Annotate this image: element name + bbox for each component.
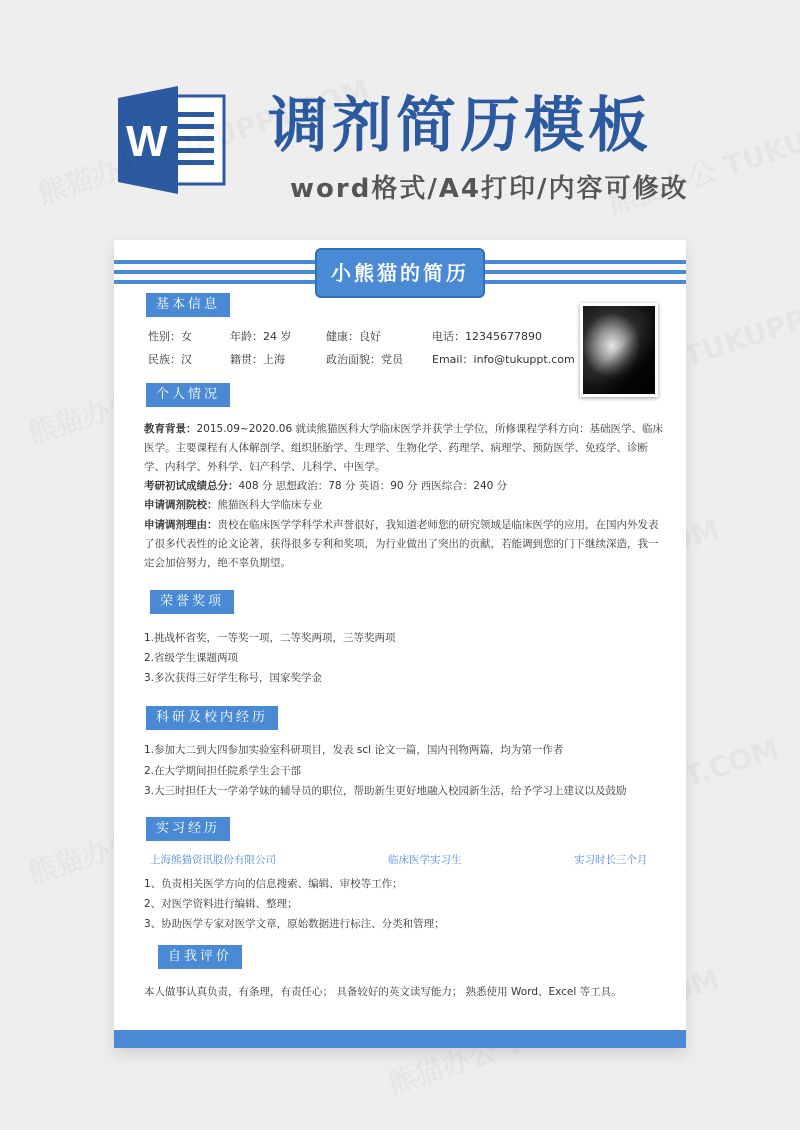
footer-bar bbox=[114, 1030, 686, 1048]
page-title: 调剂简历模板 bbox=[268, 91, 652, 161]
email-field: Email：info@tukuppt.com bbox=[432, 353, 575, 366]
section-honors: 荣誉奖项 bbox=[150, 590, 234, 614]
self-eval-text: 本人做事认真负责，有条理，有责任心； 具备较好的英文读写能力； 熟悉使用 Word、Excel 等工具。 bbox=[144, 986, 622, 998]
internship-item: 1、负责相关医学方向的信息搜索、编辑、审校等工作； bbox=[144, 878, 403, 890]
age-field: 年龄：24 岁 bbox=[230, 330, 292, 343]
internship-item: 3、协助医学专家对医学文章，原始数据进行标注、分类和管理； bbox=[144, 918, 445, 930]
research-item: 1.参加大二到大四参加实验室科研项目，发表 scl 论文一篇，国内刊物两篇，均为第一作者 bbox=[144, 744, 564, 756]
profile-photo bbox=[580, 303, 658, 397]
school-text: 熊猫医科大学临床专业 bbox=[217, 499, 323, 511]
page-subtitle: word格式/A4打印/内容可修改 bbox=[290, 174, 689, 204]
internship-duration: 实习时长三个月 bbox=[574, 854, 648, 866]
reason-text: 贵校在临床医学学科学术声誉很好，我知道老师您的研究领域是临床医学的应用，在国内外发表了很多代表性的论文论著，获得很多专利和奖项，为行业做出了突出的贡献，若能调到您的门下继续深造，我一定会加倍努力，绝不辜负期望。 bbox=[144, 519, 659, 569]
resume-title: 小熊猫的简历 bbox=[315, 248, 485, 298]
page-header bbox=[0, 0, 800, 240]
research-item: 3.大三时担任大一学弟学妹的辅导员的职位，帮助新生更好地融入校园新生活，给予学习上建议以及鼓励 bbox=[144, 785, 627, 797]
honor-item: 1.挑战杯省奖，一等奖一项，二等奖两项，三等奖两项 bbox=[144, 632, 396, 644]
honor-item: 2.省级学生课题两项 bbox=[144, 652, 239, 664]
section-research: 科研及校内经历 bbox=[146, 706, 278, 730]
education-text: 2015.09~2020.06 就读熊猫医科大学临床医学并获学士学位，所修课程学科方向：基础医学、临床医学。主要课程有人体解剖学、组织胚胎学、生理学、生物化学、药理学、病理学、预防医学、免疫学、诊断学、内科学、外科学、妇产科学、儿科学、中医学。 bbox=[144, 423, 663, 473]
resume-page bbox=[114, 240, 686, 1048]
internship-company: 上海熊猫资讯股份有限公司 bbox=[150, 854, 276, 866]
education-label: 教育背景： bbox=[144, 423, 197, 435]
section-internship: 实习经历 bbox=[146, 817, 230, 841]
school-paragraph bbox=[144, 496, 664, 515]
honor-item: 3.多次获得三好学生称号，国家奖学金 bbox=[144, 672, 323, 684]
scores-paragraph bbox=[144, 477, 664, 496]
ethnicity-field: 民族：汉 bbox=[148, 353, 192, 366]
internship-role: 临床医学实习生 bbox=[388, 854, 462, 866]
svg-text:W: W bbox=[126, 117, 168, 166]
word-icon bbox=[118, 86, 228, 194]
gender-field: 性别：女 bbox=[148, 330, 192, 343]
scores-label: 考研初试成绩总分： bbox=[144, 480, 239, 492]
phone-field: 电话：12345677890 bbox=[432, 330, 542, 343]
school-label: 申请调剂院校： bbox=[144, 499, 218, 511]
section-self-eval: 自我评价 bbox=[158, 945, 242, 969]
health-field: 健康：良好 bbox=[326, 330, 381, 343]
internship-item: 2、对医学资料进行编辑、整理； bbox=[144, 898, 298, 910]
reason-label: 申请调剂理由： bbox=[144, 519, 218, 531]
research-item: 2.在大学期间担任院系学生会干部 bbox=[144, 765, 302, 777]
scores-text: 408 分 思想政治：78 分 英语：90 分 西医综合：240 分 bbox=[238, 480, 508, 492]
education-paragraph bbox=[144, 420, 664, 477]
origin-field: 籍贯：上海 bbox=[230, 353, 285, 366]
reason-paragraph bbox=[144, 516, 664, 573]
politics-field: 政治面貌：党员 bbox=[326, 353, 403, 366]
section-basic-info: 基本信息 bbox=[146, 293, 230, 317]
section-personal: 个人情况 bbox=[146, 383, 230, 407]
